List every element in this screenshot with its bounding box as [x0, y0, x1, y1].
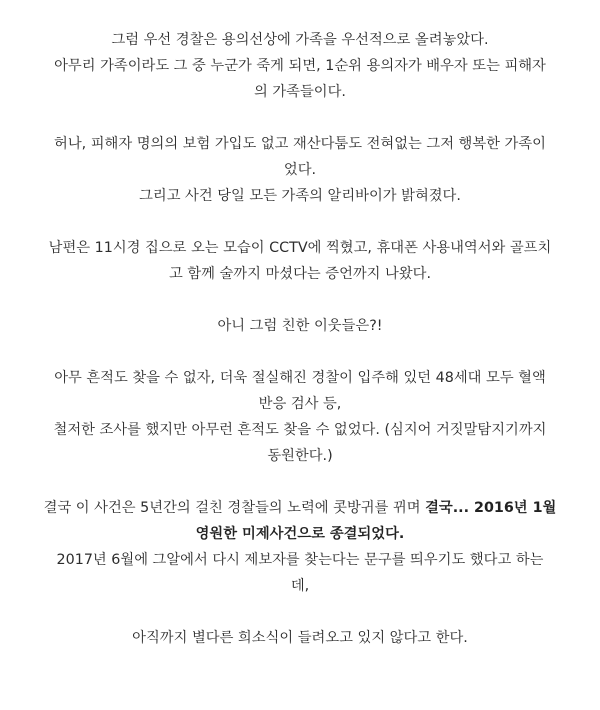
text-line — [0, 495, 600, 521]
paragraph-gap — [0, 339, 600, 365]
text-line: 었다. — [283, 162, 317, 178]
paragraph-investigation — [0, 365, 600, 469]
text-line: 아니 그럼 친한 이웃들은?! — [217, 318, 383, 334]
paragraph-husband-cctv — [0, 235, 600, 287]
paragraph-no-news — [0, 625, 600, 651]
text-bold: 결국... 2016년 1월 — [425, 500, 557, 516]
text-line: 아무리 가족이라도 그 중 누군가 죽게 되면, 1순위 용의자가 배우자 또는 피해자 — [54, 58, 546, 74]
text-line: 데, — [290, 578, 310, 594]
paragraph-family-alibi — [0, 131, 600, 209]
text-line-bold: 영원한 미제사건으로 종결되었다. — [195, 526, 405, 542]
text-line: 동원한다.) — [267, 448, 333, 464]
text-line: 고 함께 술까지 마셨다는 증언까지 나왔다. — [168, 266, 432, 282]
text-plain: 결국 이 사건은 5년간의 걸친 경찰들의 노력에 콧방귀를 뀌며 — [43, 500, 426, 516]
paragraph-gap — [0, 599, 600, 625]
text-line: 남편은 11시경 집으로 오는 모습이 CCTV에 찍혔고, 휴대폰 사용내역서와 골프치 — [48, 240, 552, 256]
text-line: 그리고 사건 당일 모든 가족의 알리바이가 밝혀졌다. — [139, 188, 461, 204]
paragraph-neighbors-question — [0, 313, 600, 339]
text-line: 그럼 우선 경찰은 용의선상에 가족을 우선적으로 올려놓았다. — [111, 32, 489, 48]
text-line: 반응 검사 등, — [258, 396, 342, 412]
text-line: 의 가족들이다. — [254, 84, 346, 100]
text-line: 철저한 조사를 했지만 아무런 흔적도 찾을 수 없었다. (심지어 거짓말탐지기까지 — [53, 422, 547, 438]
paragraph-cold-case — [0, 495, 600, 599]
paragraph-family-suspects — [0, 27, 600, 105]
text-line: 아무 흔적도 찾을 수 없자, 더욱 절실해진 경찰이 입주해 있던 48세대 모두 혈액 — [54, 370, 546, 386]
paragraph-gap — [0, 209, 600, 235]
paragraph-gap — [0, 105, 600, 131]
paragraph-gap — [0, 469, 600, 495]
text-line: 2017년 6월에 그알에서 다시 제보자를 찾는다는 문구를 띄우기도 했다고 하는 — [56, 552, 544, 568]
text-line: 허나, 피해자 명의의 보험 가입도 없고 재산다툼도 전혀없는 그저 행복한 가족이 — [54, 136, 546, 152]
paragraph-gap — [0, 287, 600, 313]
text-line: 아직까지 별다른 희소식이 들려오고 있지 않다고 한다. — [132, 630, 468, 646]
